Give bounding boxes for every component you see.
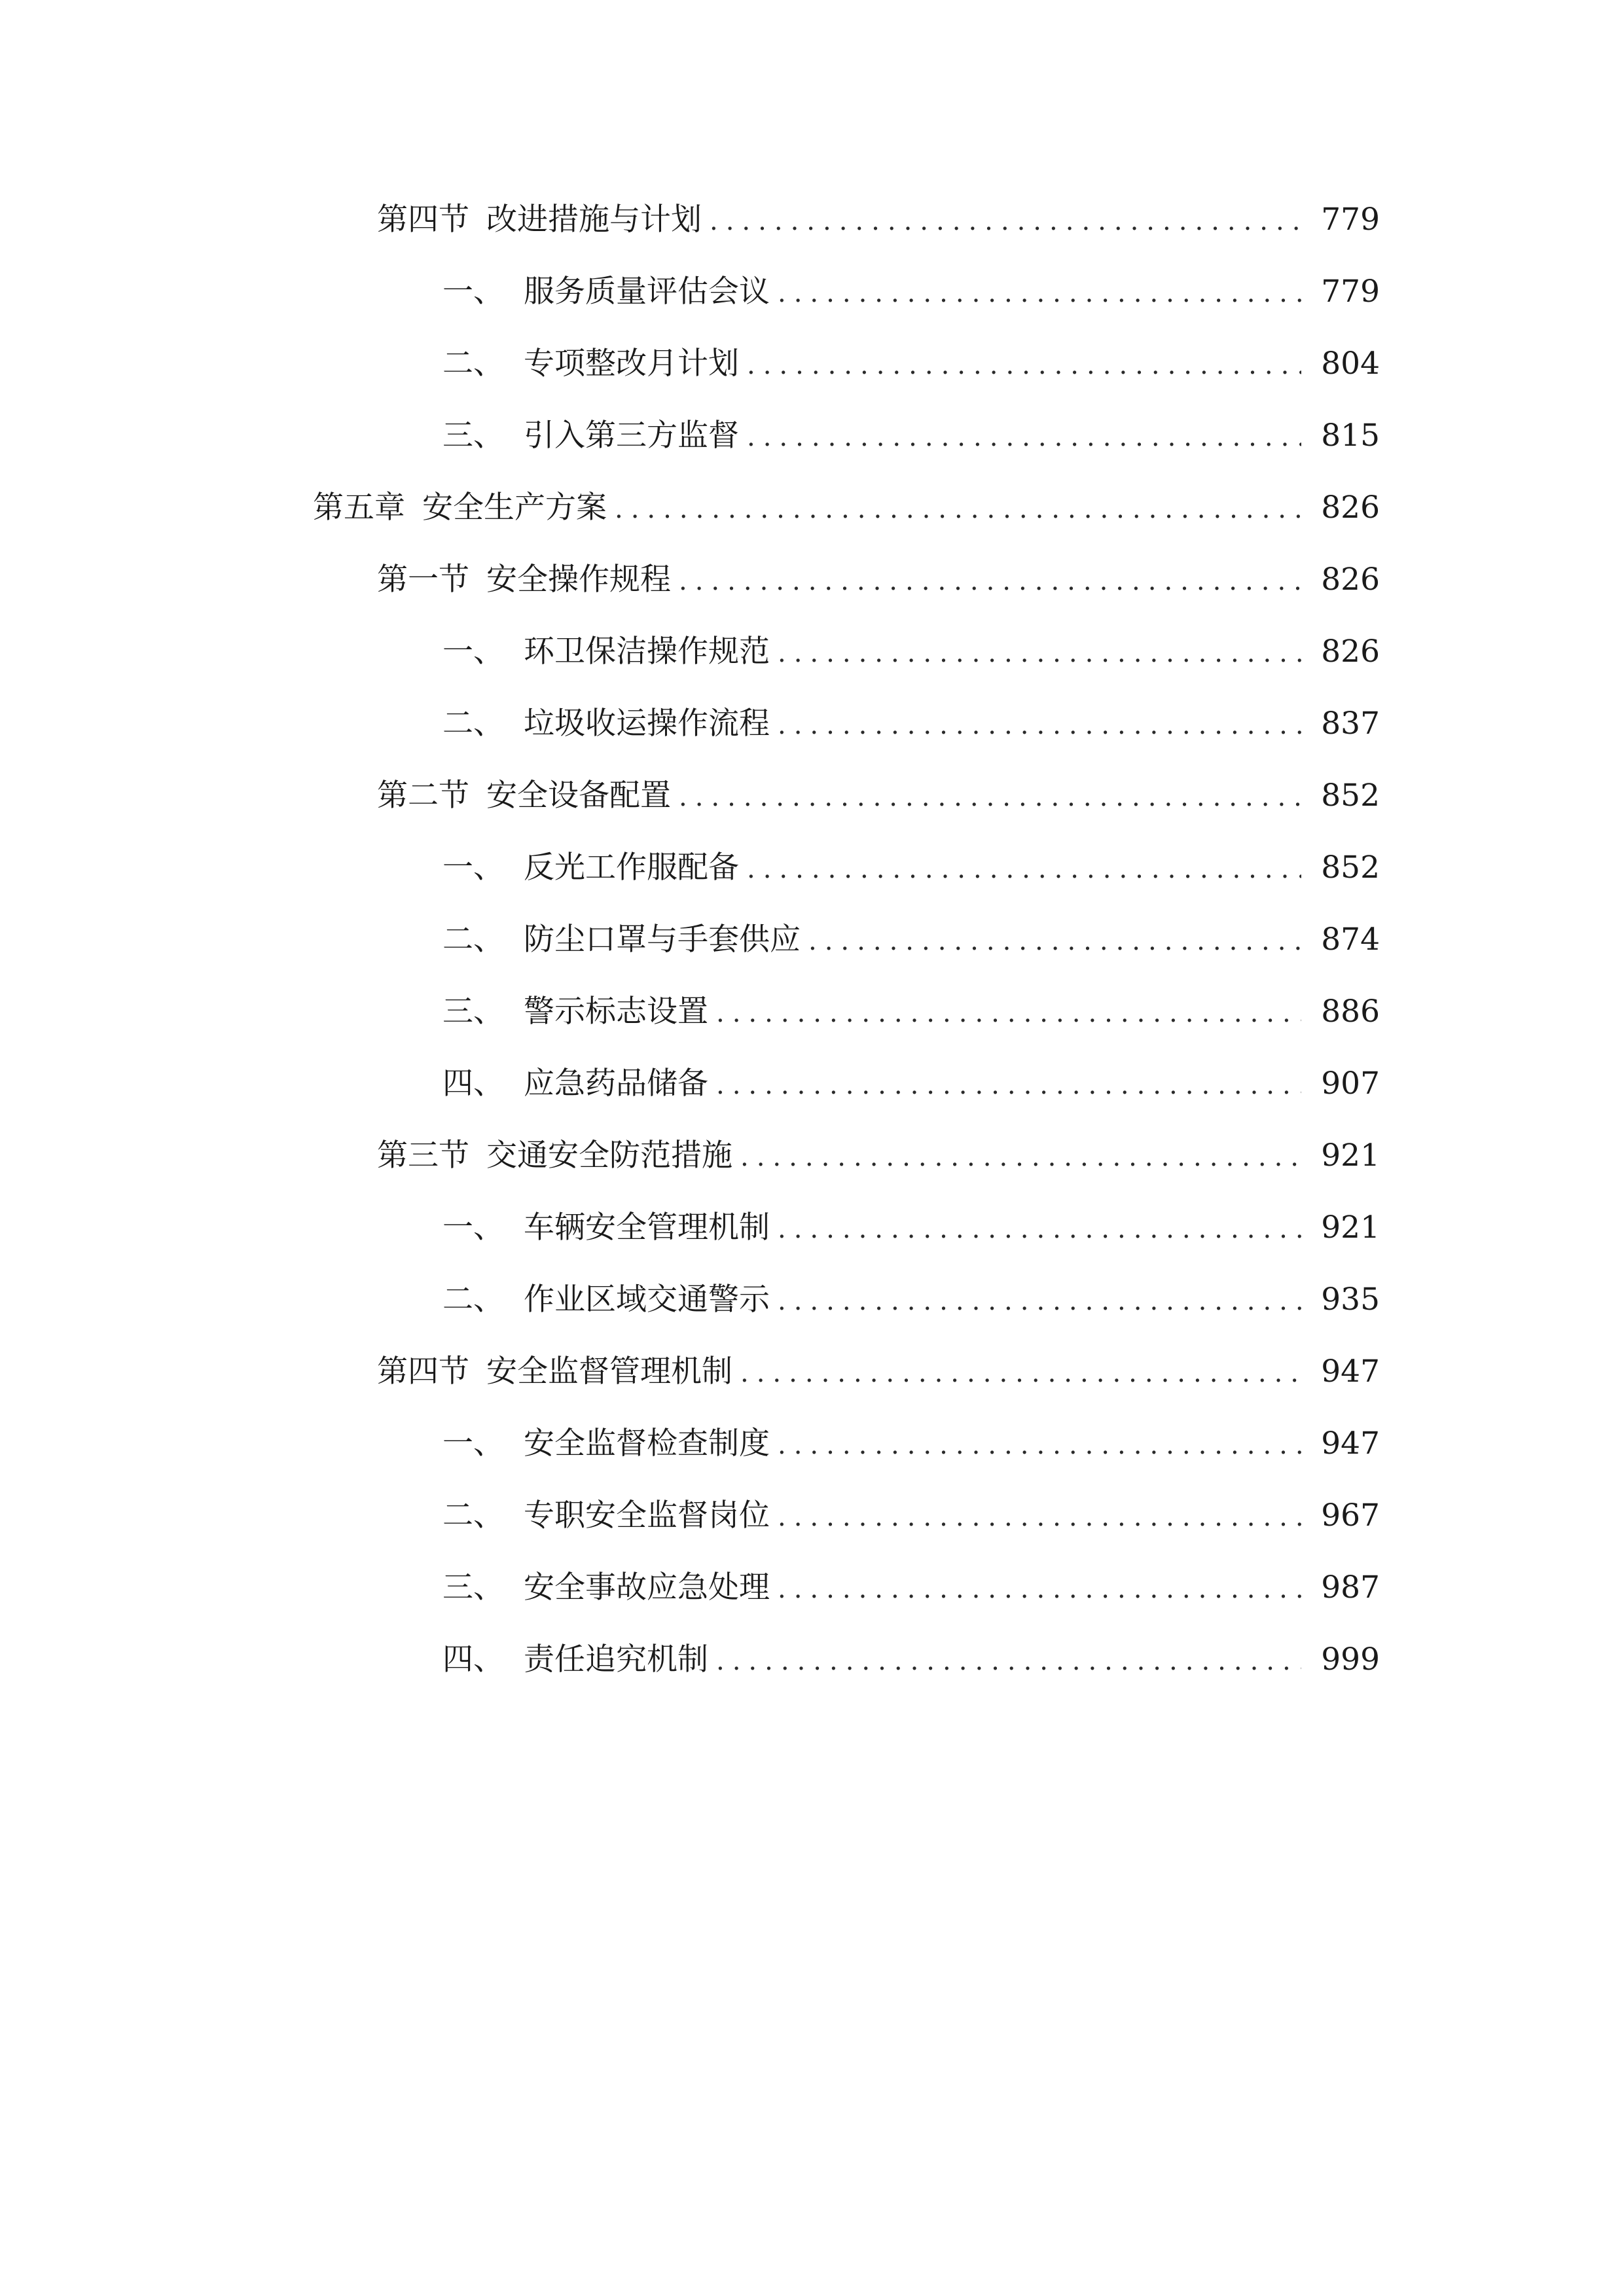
toc-page-number: 837 — [1321, 706, 1380, 742]
toc-entry-label — [442, 1634, 712, 1686]
toc-entry-number: 四、 — [442, 1641, 504, 1677]
toc-entry-title: 安全生产方案 — [422, 490, 607, 526]
toc-page-number: 852 — [1321, 850, 1380, 886]
toc-entry[interactable] — [442, 1058, 1380, 1110]
dot-leader — [712, 1635, 1301, 1687]
toc-entry[interactable] — [442, 698, 1380, 750]
toc-entry-number: 三、 — [442, 994, 504, 1030]
toc-entry-label — [442, 698, 774, 750]
toc-entry-number: 第二节 — [377, 778, 469, 814]
toc-entry-number: 一、 — [442, 274, 504, 310]
toc-page-number: 921 — [1321, 1138, 1380, 1174]
toc-entry-title: 安全设备配置 — [486, 778, 671, 814]
toc-entry[interactable] — [377, 194, 1380, 246]
toc-entry-title: 反光工作服配备 — [524, 850, 739, 886]
toc-entry-number: 第四节 — [377, 1354, 469, 1390]
toc-entry-title: 专职安全监督岗位 — [524, 1498, 770, 1534]
dot-leader — [675, 555, 1301, 607]
dot-leader — [774, 1563, 1301, 1615]
toc-entry-label — [442, 986, 712, 1038]
toc-entry-number: 三、 — [442, 1570, 504, 1605]
toc-entry-title: 防尘口罩与手套供应 — [524, 922, 801, 958]
dot-leader — [736, 1347, 1301, 1399]
toc-entry-title: 引入第三方监督 — [524, 418, 739, 454]
toc-entry-label — [442, 1274, 774, 1326]
toc-page-number: 886 — [1321, 994, 1380, 1030]
dot-leader — [774, 267, 1301, 319]
toc-entry-label — [442, 1418, 774, 1470]
toc-entry-number: 二、 — [442, 706, 504, 742]
toc-entry[interactable] — [442, 986, 1380, 1038]
toc-entry[interactable] — [442, 1562, 1380, 1614]
dot-leader — [774, 1491, 1301, 1543]
toc-entry-number: 四、 — [442, 1066, 504, 1102]
toc-entry-label — [442, 338, 743, 390]
toc-page-number: 947 — [1321, 1426, 1380, 1462]
toc-entry-label — [377, 554, 675, 606]
toc-entry-label — [377, 770, 675, 822]
toc-entry[interactable] — [442, 1202, 1380, 1254]
dot-leader — [675, 771, 1301, 823]
toc-entry-title: 环卫保洁操作规范 — [524, 634, 770, 670]
toc-entry-title: 安全监督管理机制 — [486, 1354, 732, 1390]
toc-entry-title: 警示标志设置 — [524, 994, 708, 1030]
toc-entry-title: 改进措施与计划 — [486, 202, 702, 238]
toc-entry[interactable] — [442, 1418, 1380, 1470]
toc-entry-title: 安全事故应急处理 — [524, 1570, 770, 1605]
toc-entry-label — [442, 626, 774, 678]
toc-entry-number: 二、 — [442, 922, 504, 958]
toc-entry[interactable] — [377, 1346, 1380, 1398]
dot-leader — [736, 1131, 1301, 1183]
dot-leader — [706, 195, 1301, 247]
toc-page-number: 987 — [1321, 1570, 1380, 1605]
toc-page-number: 826 — [1321, 562, 1380, 598]
toc-entry-label — [442, 1202, 774, 1254]
toc-entry-title: 服务质量评估会议 — [524, 274, 770, 310]
table-of-contents — [0, 194, 1624, 1895]
dot-leader — [712, 987, 1301, 1039]
dot-leader — [774, 627, 1301, 679]
toc-entry[interactable] — [442, 1274, 1380, 1326]
toc-entry-title: 应急药品储备 — [524, 1066, 708, 1102]
dot-leader — [774, 1419, 1301, 1471]
toc-entry-number: 第四节 — [377, 202, 469, 238]
toc-entry[interactable] — [442, 914, 1380, 966]
dot-leader — [743, 339, 1301, 391]
toc-page-number: 967 — [1321, 1498, 1380, 1534]
toc-entry-label — [442, 1562, 774, 1614]
toc-entry-title: 责任追究机制 — [524, 1641, 708, 1677]
dot-leader — [712, 1059, 1301, 1111]
toc-entry-title: 专项整改月计划 — [524, 346, 739, 382]
toc-entry[interactable] — [442, 410, 1380, 462]
toc-entry[interactable] — [442, 842, 1380, 894]
toc-entry-number: 二、 — [442, 346, 504, 382]
dot-leader — [743, 411, 1301, 463]
toc-entry-number: 一、 — [442, 634, 504, 670]
toc-entry[interactable] — [313, 482, 1380, 534]
toc-entry-label — [377, 1346, 736, 1398]
toc-entry[interactable] — [377, 554, 1380, 606]
dot-leader — [774, 1275, 1301, 1327]
toc-entry-number: 一、 — [442, 1426, 504, 1462]
toc-entry[interactable] — [442, 626, 1380, 678]
toc-entry[interactable] — [442, 338, 1380, 390]
toc-page-number: 804 — [1321, 346, 1380, 382]
toc-entry[interactable] — [377, 1130, 1380, 1182]
toc-entry-title: 作业区域交通警示 — [524, 1282, 770, 1318]
toc-page-number: 935 — [1321, 1282, 1380, 1318]
toc-page-number: 826 — [1321, 490, 1380, 526]
toc-page-number: 947 — [1321, 1354, 1380, 1390]
dot-leader — [804, 915, 1301, 967]
dot-leader — [774, 699, 1301, 751]
toc-entry[interactable] — [442, 1490, 1380, 1542]
toc-entry-title: 安全监督检查制度 — [524, 1426, 770, 1462]
toc-entry-title: 垃圾收运操作流程 — [524, 706, 770, 742]
toc-entry-number: 一、 — [442, 1210, 504, 1246]
dot-leader — [611, 483, 1301, 535]
toc-page-number: 852 — [1321, 778, 1380, 814]
toc-entry-number: 三、 — [442, 418, 504, 454]
toc-entry-label — [442, 1490, 774, 1542]
toc-page-number: 921 — [1321, 1210, 1380, 1246]
toc-entry-title: 交通安全防范措施 — [486, 1138, 732, 1174]
toc-entry-label — [442, 1058, 712, 1110]
toc-page-number: 874 — [1321, 922, 1380, 958]
toc-entry-title: 安全操作规程 — [486, 562, 671, 598]
toc-entry-number: 第一节 — [377, 562, 469, 598]
toc-page-number: 999 — [1321, 1641, 1380, 1677]
toc-entry-number: 一、 — [442, 850, 504, 886]
toc-entry-number: 二、 — [442, 1498, 504, 1534]
toc-entry-title: 车辆安全管理机制 — [524, 1210, 770, 1246]
toc-entry-label — [442, 266, 774, 318]
toc-entry-label — [377, 1130, 736, 1182]
dot-leader — [743, 843, 1301, 895]
toc-page-number: 815 — [1321, 418, 1380, 454]
toc-page-number: 826 — [1321, 634, 1380, 670]
toc-entry-label — [442, 410, 743, 462]
toc-entry-number: 二、 — [442, 1282, 504, 1318]
toc-entry-label — [442, 914, 804, 966]
toc-entry[interactable] — [442, 266, 1380, 318]
toc-page-number: 779 — [1321, 274, 1380, 310]
toc-entry-label — [377, 194, 706, 246]
toc-entry-label — [442, 842, 743, 894]
toc-entry-number: 第三节 — [377, 1138, 469, 1174]
toc-entry[interactable] — [377, 770, 1380, 822]
toc-page-number: 907 — [1321, 1066, 1380, 1102]
toc-entry-label — [313, 482, 611, 534]
toc-entry-number: 第五章 — [313, 490, 405, 526]
toc-page-number: 779 — [1321, 202, 1380, 238]
toc-entry[interactable] — [442, 1634, 1380, 1686]
dot-leader — [774, 1203, 1301, 1255]
